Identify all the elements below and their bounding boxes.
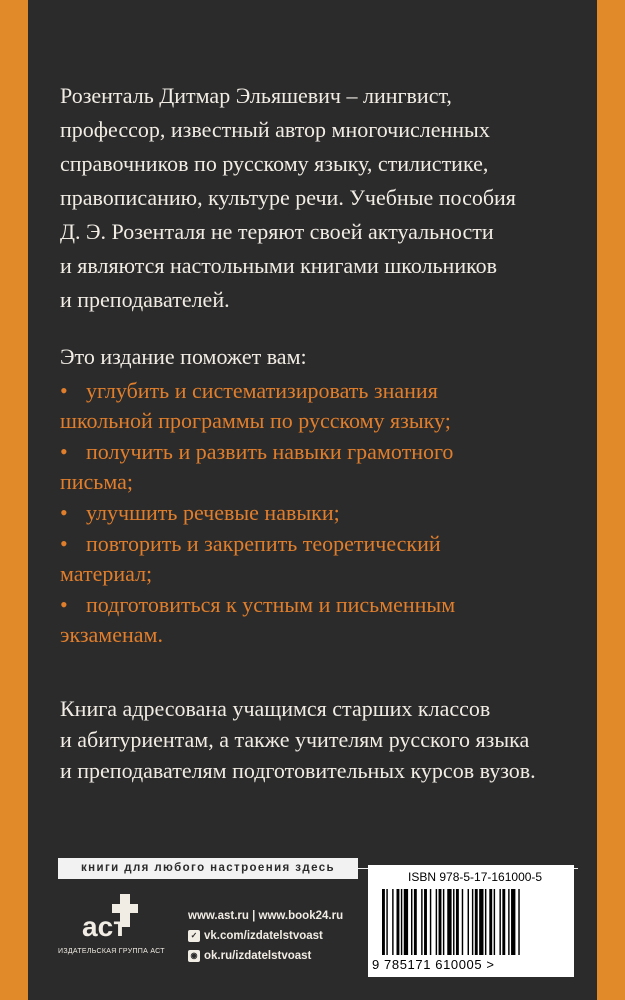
- intro-line: и являются настольными книгами школьников: [60, 253, 498, 278]
- ast-logo-icon: [80, 892, 140, 944]
- barcode-bar: [485, 889, 486, 955]
- bullet-icon: •: [60, 439, 68, 464]
- ok-link[interactable]: [188, 946, 343, 966]
- barcode-bar: [475, 889, 478, 955]
- benefit-item: [60, 437, 570, 497]
- author-description: [60, 79, 580, 317]
- barcode-icon: [382, 889, 568, 955]
- zigzag-shape: [595, 0, 625, 1000]
- benefits-list: [60, 376, 570, 651]
- benefit-text: получить и развить навыки грамотного: [86, 439, 454, 464]
- intro-line: Д. Э. Розенталя не теряют своей актуальности: [60, 219, 494, 244]
- barcode-bar: [411, 889, 412, 955]
- barcode-bar: [494, 889, 495, 955]
- barcode-bar: [489, 889, 492, 955]
- benefit-text-continued: материал;: [60, 561, 153, 586]
- bullet-icon: •: [60, 378, 68, 403]
- benefit-item: [60, 529, 570, 589]
- barcode-bar: [443, 889, 444, 955]
- barcode-bar: [502, 889, 505, 955]
- barcode-bar: [447, 889, 451, 955]
- right-zigzag-border: [595, 0, 625, 1000]
- zigzag-shape: [0, 0, 30, 1000]
- barcode-bar: [499, 889, 500, 955]
- barcode-panel: [368, 865, 574, 977]
- barcode-bar: [436, 889, 437, 955]
- barcode-bar: [479, 889, 483, 955]
- benefit-text: улучшить речевые навыки;: [86, 500, 340, 525]
- ok-link-text: ok.ru/izdatelstvoast: [204, 950, 312, 962]
- barcode-bar: [414, 889, 417, 955]
- barcode-bar: [468, 889, 469, 955]
- benefit-text: углубить и систематизировать знания: [86, 378, 438, 403]
- intro-line: правописанию, культуре речи. Учебные пособия: [60, 185, 516, 210]
- audience-line: и абитуриентам, а также учителям русского языка: [60, 727, 530, 752]
- barcode-bar: [404, 889, 408, 955]
- vk-icon: ✓: [188, 930, 200, 942]
- intro-line: и преподавателей.: [60, 287, 230, 312]
- barcode-bar: [439, 889, 442, 955]
- vk-link-text: vk.com/izdatelstvoast: [204, 930, 323, 942]
- benefit-text-continued: письма;: [60, 469, 133, 494]
- barcode-bar: [453, 889, 454, 955]
- benefit-item: [60, 590, 570, 650]
- isbn-text: ISBN 978-5-17-161000-5: [408, 870, 543, 884]
- barcode-bar: [462, 889, 463, 955]
- target-audience: [60, 693, 580, 786]
- audience-line: Книга адресована учащимся старших классов: [60, 696, 491, 721]
- tagline: книги для любого настроения здесь: [58, 858, 358, 879]
- barcode-bar: [401, 889, 402, 955]
- barcode-bar: [511, 889, 515, 955]
- bullet-icon: •: [60, 592, 68, 617]
- vk-link[interactable]: [188, 926, 343, 946]
- logo-text: аст: [82, 911, 127, 942]
- left-zigzag-border: [0, 0, 30, 1000]
- barcode-bar: [456, 889, 459, 955]
- barcode-bar: [430, 889, 431, 955]
- intro-line: справочников по русскому языку, стилистике,: [60, 151, 489, 176]
- ok-icon: ◉: [188, 950, 200, 962]
- publisher-caption: ИЗДАТЕЛЬСКАЯ ГРУППА АСТ: [58, 948, 165, 955]
- benefit-text: повторить и закрепить теоретический: [86, 531, 441, 556]
- benefit-item: [60, 376, 570, 436]
- barcode-bar: [518, 889, 519, 955]
- bullet-icon: •: [60, 500, 68, 525]
- benefit-text: подготовиться к устным и письменным: [86, 592, 456, 617]
- barcode-number: 9 785171 610005 >: [372, 957, 495, 972]
- barcode-bar: [397, 889, 400, 955]
- audience-line: и преподавателям подготовительных курсов вузов.: [60, 758, 536, 783]
- intro-line: Розенталь Дитмар Эльяшевич – лингвист,: [60, 83, 452, 108]
- benefit-item: [60, 498, 570, 528]
- barcode-bar: [424, 889, 427, 955]
- bullet-icon: •: [60, 531, 68, 556]
- benefits-heading: Это издание поможет вам:: [60, 344, 307, 369]
- website-link[interactable]: www.ast.ru | www.book24.ru: [188, 910, 344, 922]
- intro-line: профессор, известный автор многочисленных: [60, 117, 490, 142]
- publisher-links: [188, 906, 343, 966]
- barcode-bar: [386, 889, 387, 955]
- barcode-bar: [421, 889, 422, 955]
- barcode-bar: [508, 889, 509, 955]
- benefit-text-continued: школьной программы по русскому языку;: [60, 408, 451, 433]
- barcode-bar: [472, 889, 473, 955]
- barcode-bar: [382, 889, 385, 955]
- barcode-bar: [392, 889, 393, 955]
- benefit-text-continued: экзаменам.: [60, 622, 163, 647]
